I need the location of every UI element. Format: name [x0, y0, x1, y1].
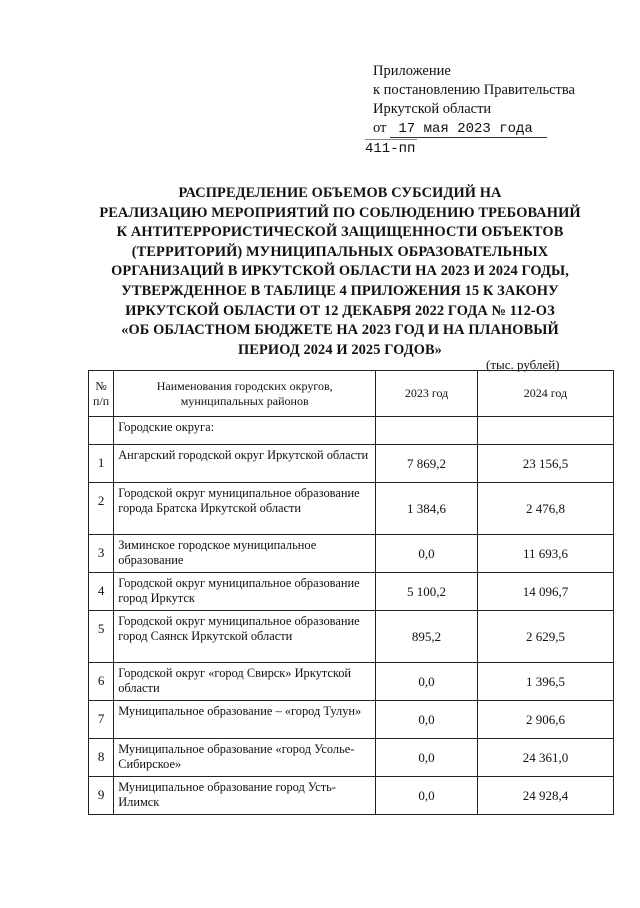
row-value-2023: 5 100,2: [376, 573, 478, 611]
row-number: 7: [89, 701, 114, 739]
table-row: [89, 445, 614, 483]
header-num: № п/п: [89, 371, 114, 417]
row-value-2024: 11 693,6: [477, 535, 613, 573]
section-row: [89, 417, 614, 445]
title-line: РАСПРЕДЕЛЕНИЕ ОБЪЕМОВ СУБСИДИЙ НА: [178, 185, 502, 201]
row-number: 2: [89, 483, 114, 535]
title-line: (ТЕРРИТОРИЙ) МУНИЦИПАЛЬНЫХ ОБРАЗОВАТЕЛЬНЫХ: [131, 243, 549, 260]
row-value-2023: 0,0: [376, 701, 478, 739]
row-value-2024: 23 156,5: [477, 445, 613, 483]
row-number: 6: [89, 663, 114, 701]
row-number: 4: [89, 573, 114, 611]
appendix-number: 411-пп: [365, 141, 416, 157]
section-label: Городские округа:: [114, 417, 376, 445]
row-name: Городской округ муниципальное образование город Саянск Иркутской области: [114, 611, 376, 663]
row-name: Муниципальное образование город Усть-Илимск: [114, 777, 376, 815]
title-line: РЕАЛИЗАЦИЮ МЕРОПРИЯТИЙ ПО СОБЛЮДЕНИЮ ТРЕБОВАНИЙ: [99, 204, 581, 221]
title-line: ОРГАНИЗАЦИЙ В ИРКУТСКОЙ ОБЛАСТИ НА 2023 И 2024 ГОДЫ,: [111, 263, 569, 280]
row-number: 1: [89, 445, 114, 483]
table-row: [89, 573, 614, 611]
row-value-2024: 1 396,5: [477, 663, 613, 701]
subsidy-table: [88, 370, 614, 815]
row-value-2024: 24 361,0: [477, 739, 613, 777]
row-name: Муниципальное образование «город Усолье-Сибирское»: [114, 739, 376, 777]
row-value-2023: 0,0: [376, 739, 478, 777]
title-line: К АНТИТЕРРОРИСТИЧЕСКОЙ ЗАЩИЩЕННОСТИ ОБЪЕКТОВ: [116, 224, 564, 241]
row-value-2024: 24 928,4: [477, 777, 613, 815]
row-name: Городской округ муниципальное образование города Братска Иркутской области: [114, 483, 376, 535]
appendix-date-row: [373, 119, 575, 139]
document-title: [70, 184, 610, 360]
table-row: [89, 535, 614, 573]
title-line: УТВЕРЖДЕННОЕ В ТАБЛИЦЕ 4 ПРИЛОЖЕНИЯ 15 К ЗАКОНУ: [121, 282, 559, 299]
title-line: ПЕРИОД 2024 И 2025 ГОДОВ»: [238, 341, 442, 358]
row-value-2024: 2 629,5: [477, 611, 613, 663]
appendix-block: [365, 62, 575, 159]
row-value-2023: 0,0: [376, 777, 478, 815]
table-row: [89, 663, 614, 701]
row-value-2024: 14 096,7: [477, 573, 613, 611]
table-body: [89, 445, 614, 815]
row-name: Городской округ муниципальное образование город Иркутск: [114, 573, 376, 611]
appendix-line-3: Иркутской области: [373, 101, 492, 117]
section-empty-cell: [477, 417, 613, 445]
header-2023: 2023 год: [376, 371, 478, 417]
date-prefix: от: [373, 120, 387, 136]
table-row: [89, 611, 614, 663]
table-row: [89, 739, 614, 777]
title-line: ИРКУТСКОЙ ОБЛАСТИ ОТ 12 ДЕКАБРЯ 2022 ГОДА № 112-ОЗ: [125, 302, 555, 319]
row-name: Зиминское городское муниципальное образование: [114, 535, 376, 573]
section-empty-cell: [376, 417, 478, 445]
row-number: 3: [89, 535, 114, 573]
appendix-date: 17 мая 2023 года: [390, 121, 546, 138]
title-line: «ОБ ОБЛАСТНОМ БЮДЖЕТЕ НА 2023 ГОД И НА ПЛАНОВЫЙ: [121, 322, 559, 339]
row-name: Городской округ «город Свирск» Иркутской области: [114, 663, 376, 701]
header-name: Наименования городских округов, муниципальных районов: [114, 371, 376, 417]
row-number: 9: [89, 777, 114, 815]
row-value-2023: 1 384,6: [376, 483, 478, 535]
row-value-2023: 0,0: [376, 663, 478, 701]
row-number: 5: [89, 611, 114, 663]
row-value-2024: 2 476,8: [477, 483, 613, 535]
appendix-line-1: Приложение: [373, 63, 451, 79]
row-value-2023: 895,2: [376, 611, 478, 663]
section-num-cell: [89, 417, 114, 445]
row-number: 8: [89, 739, 114, 777]
unit-label: (тыс. рублей): [486, 357, 560, 372]
row-value-2023: 7 869,2: [376, 445, 478, 483]
table-row: [89, 777, 614, 815]
row-name: Муниципальное образование – «город Тулун»: [114, 701, 376, 739]
table-row: [89, 483, 614, 535]
table-header-row: [89, 371, 614, 417]
header-2024: 2024 год: [477, 371, 613, 417]
row-value-2023: 0,0: [376, 535, 478, 573]
appendix-line-2: к постановлению Правительства: [373, 82, 575, 98]
table-row: [89, 701, 614, 739]
row-name: Ангарский городской округ Иркутской области: [114, 445, 376, 483]
row-value-2024: 2 906,6: [477, 701, 613, 739]
